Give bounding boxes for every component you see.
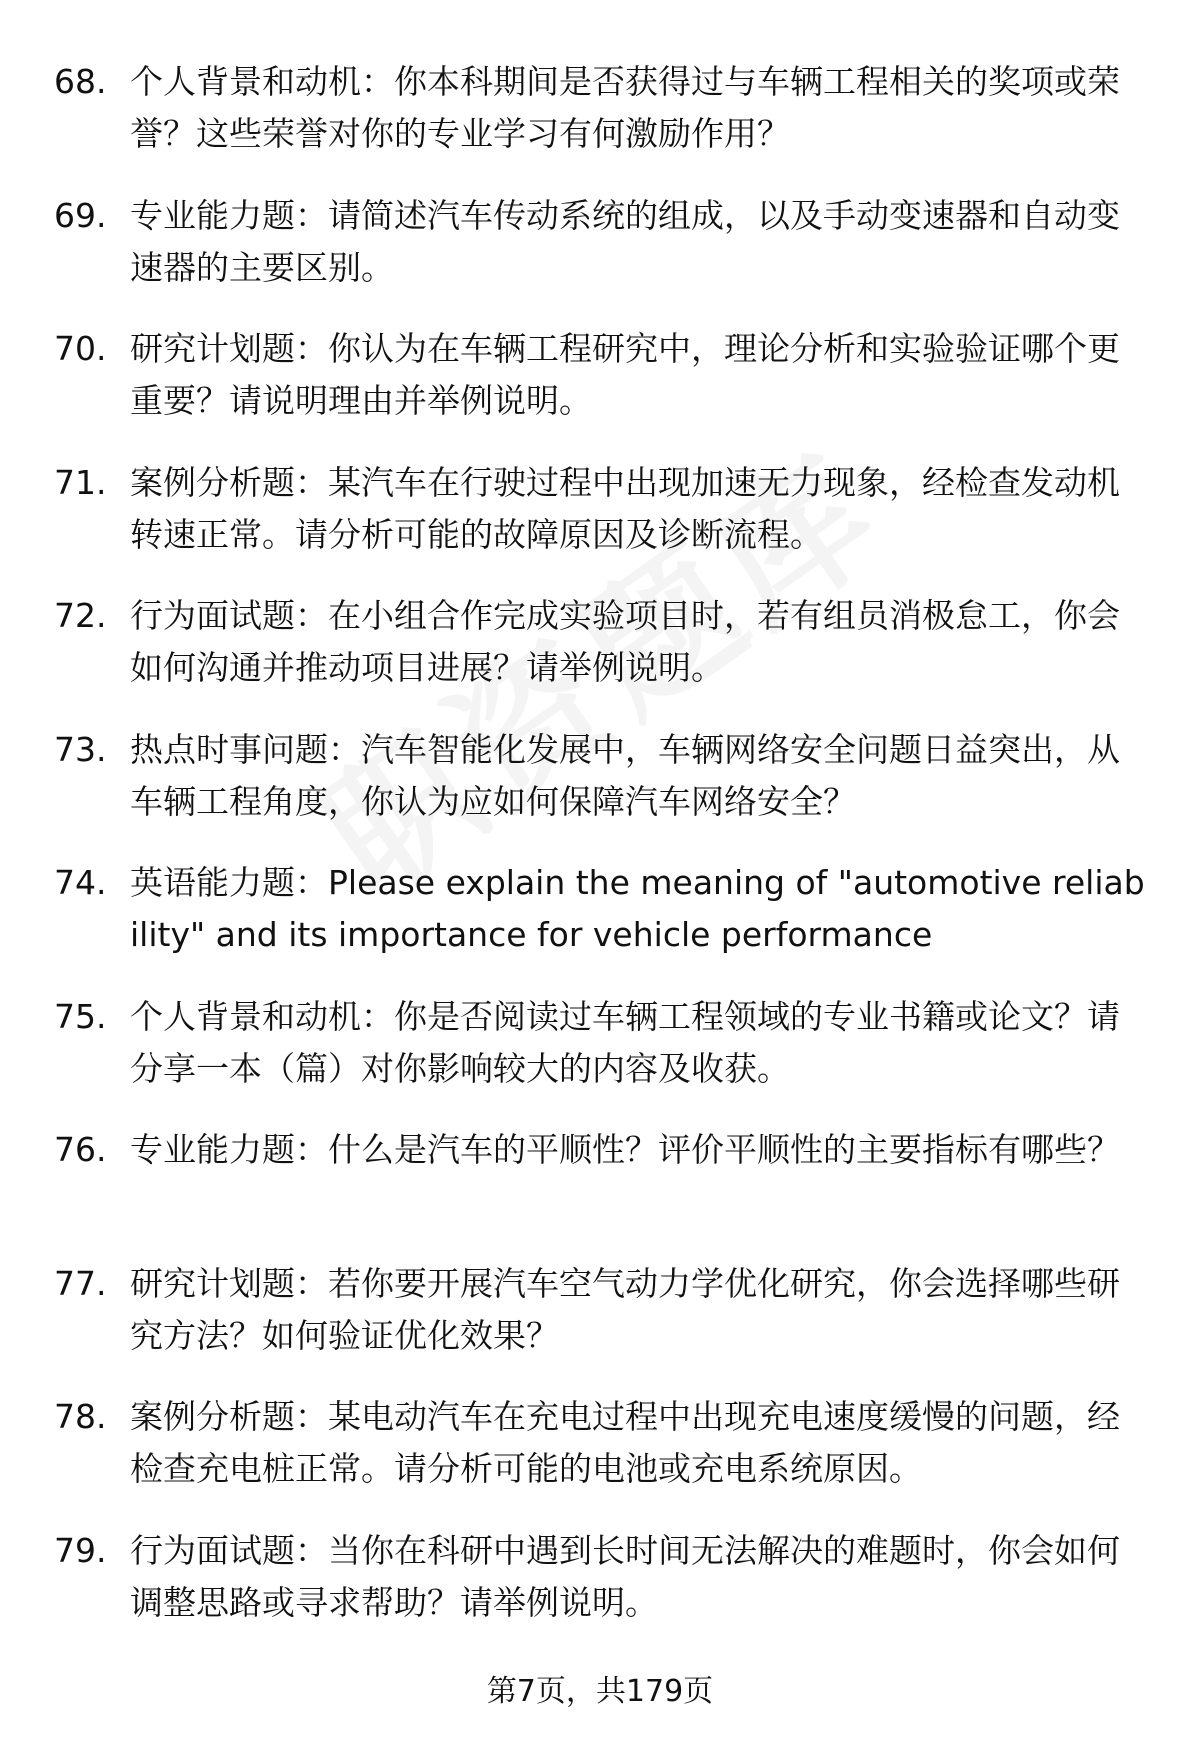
question-item	[0, 323, 1200, 457]
question-text: 行为面试题：当你在科研中遇到长时间无法解决的难题时，你会如何调整思路或寻求帮助？请举例说明。	[130, 1530, 1120, 1622]
question-text: 热点时事问题：汽车智能化发展中，车辆网络安全问题日益突出，从车辆工程角度，你认为应如何保障汽车网络安全？	[130, 729, 1120, 821]
question-text: 英语能力题：Please explain the meaning of "automotive reliability" and its importance for vehicle performance	[130, 863, 1145, 954]
question-text: 研究计划题：你认为在车辆工程研究中，理论分析和实验验证哪个更重要？请说明理由并举例说明。	[130, 329, 1120, 420]
question-number: 72.	[54, 596, 107, 635]
question-item	[0, 1391, 1200, 1525]
question-number: 78.	[54, 1397, 107, 1436]
question-number: 75.	[54, 996, 107, 1036]
question-number: 68.	[54, 62, 107, 101]
page-footer: 第7页，共179页	[486, 1674, 714, 1709]
question-number: 69.	[54, 195, 107, 235]
question-number: 71.	[54, 462, 107, 502]
question-item	[0, 457, 1200, 591]
question-number: 79.	[54, 1530, 107, 1570]
question-item	[0, 590, 1200, 724]
question-text: 案例分析题：某汽车在行驶过程中出现加速无力现象，经检查发动机转速正常。请分析可能的故障原因及诊断流程。	[130, 462, 1120, 554]
question-item	[0, 1124, 1200, 1258]
question-number: 74.	[54, 863, 107, 902]
question-item	[0, 1258, 1200, 1392]
question-text: 案例分析题：某电动汽车在充电过程中出现充电速度缓慢的问题，经检查充电桩正常。请分析可能的电池或充电系统原因。	[130, 1397, 1120, 1488]
question-item	[0, 857, 1200, 991]
question-text: 专业能力题：什么是汽车的平顺性？评价平顺性的主要指标有哪些？	[130, 1130, 1120, 1169]
question-text: 个人背景和动机：你本科期间是否获得过与车辆工程相关的奖项或荣誉？这些荣誉对你的专业学习有何激励作用？	[130, 62, 1120, 153]
question-item	[0, 991, 1200, 1125]
question-item	[0, 190, 1200, 324]
question-list	[0, 56, 1200, 1658]
question-item	[0, 724, 1200, 858]
question-text: 专业能力题：请简述汽车传动系统的组成，以及手动变速器和自动变速器的主要区别。	[130, 195, 1120, 287]
question-item	[0, 56, 1200, 190]
question-text: 研究计划题：若你要开展汽车空气动力学优化研究，你会选择哪些研究方法？如何验证优化效果？	[130, 1263, 1120, 1355]
question-number: 70.	[54, 329, 107, 368]
question-item	[0, 1525, 1200, 1659]
question-number: 76.	[54, 1130, 107, 1169]
question-number: 77.	[54, 1263, 107, 1303]
question-text: 个人背景和动机：你是否阅读过车辆工程领域的专业书籍或论文？请分享一本（篇）对你影响较大的内容及收获。	[130, 996, 1120, 1088]
question-number: 73.	[54, 729, 107, 769]
question-text: 行为面试题：在小组合作完成实验项目时，若有组员消极怠工，你会如何沟通并推动项目进展？请举例说明。	[130, 596, 1120, 687]
